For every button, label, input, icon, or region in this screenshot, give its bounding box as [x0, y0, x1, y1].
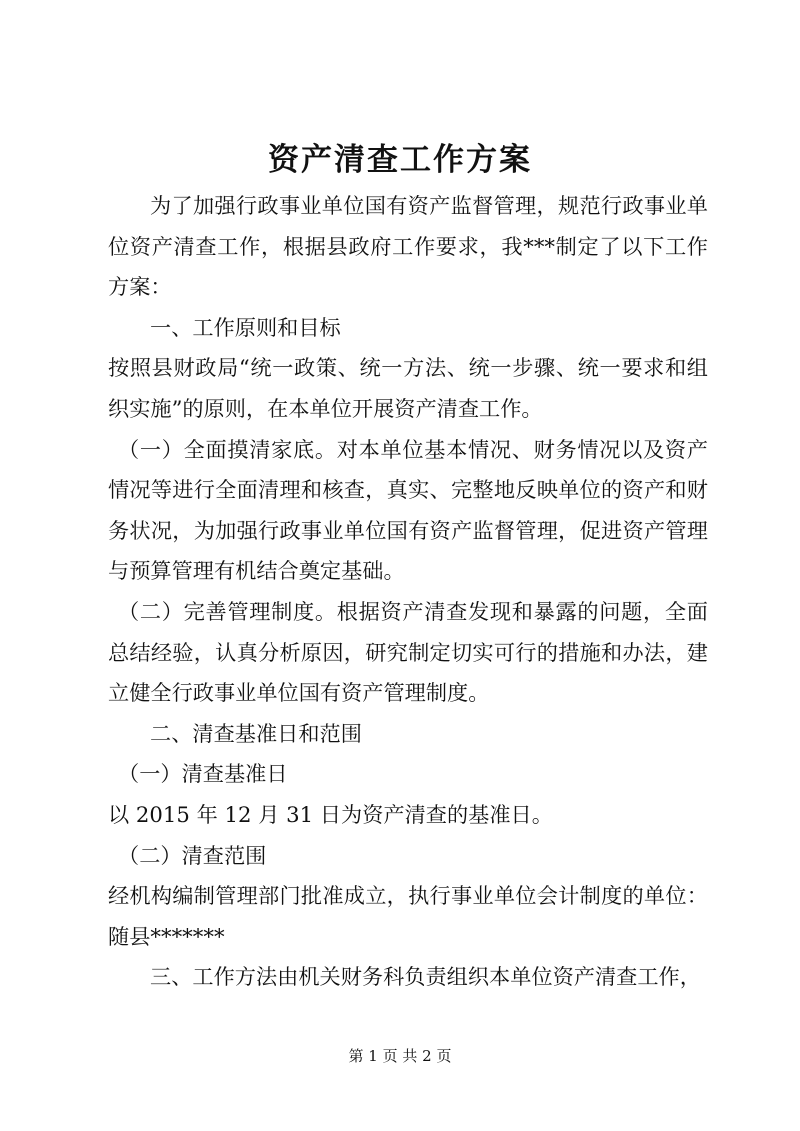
goal-paragraph-2: （二）完善管理制度。根据资产清查发现和暴露的问题，全面总结经验，认真分析原因，研究制定切实可行的措施和办法，建立健全行政事业单位国有资产管理制度。: [108, 598, 708, 706]
goal-paragraph-1: （一）全面摸清家底。对本单位基本情况、财务情况以及资产情况等进行全面清理和核查，真实、完整地反映单位的资产和财务状况，为加强行政事业单位国有资产监督管理，促进资产管理与预算管理有机结合奠定基础。: [108, 436, 708, 584]
document-title: 资产清查工作方案: [268, 142, 532, 178]
base-date-paragraph: 以 2015 年 12 月 31 日为资产清查的基准日。: [108, 801, 553, 827]
document-body: [108, 186, 708, 998]
page-footer: 第 1 页 共 2 页: [348, 1047, 452, 1065]
section-heading-1: 一、工作原则和目标: [150, 314, 341, 340]
section-heading-3: 三、工作方法由机关财务科负责组织本单位资产清查工作，: [150, 964, 701, 990]
section-heading-2: 二、清查基准日和范围: [150, 720, 362, 746]
scope-paragraph: 经机构编制管理部门批准成立，执行事业单位会计制度的单位：随县*******: [108, 883, 708, 949]
subheading-base-date: （一）清查基准日: [118, 761, 288, 787]
intro-paragraph: 为了加强行政事业单位国有资产监督管理，规范行政事业单位资产清查工作，根据县政府工作要求，我***制定了以下工作方案：: [108, 193, 708, 300]
subheading-scope: （二）清查范围: [118, 842, 267, 868]
principle-paragraph: 按照县财政局“统一政策、统一方法、统一步骤、统一要求和组织实施”的原则，在本单位开展资产清查工作。: [108, 355, 708, 421]
